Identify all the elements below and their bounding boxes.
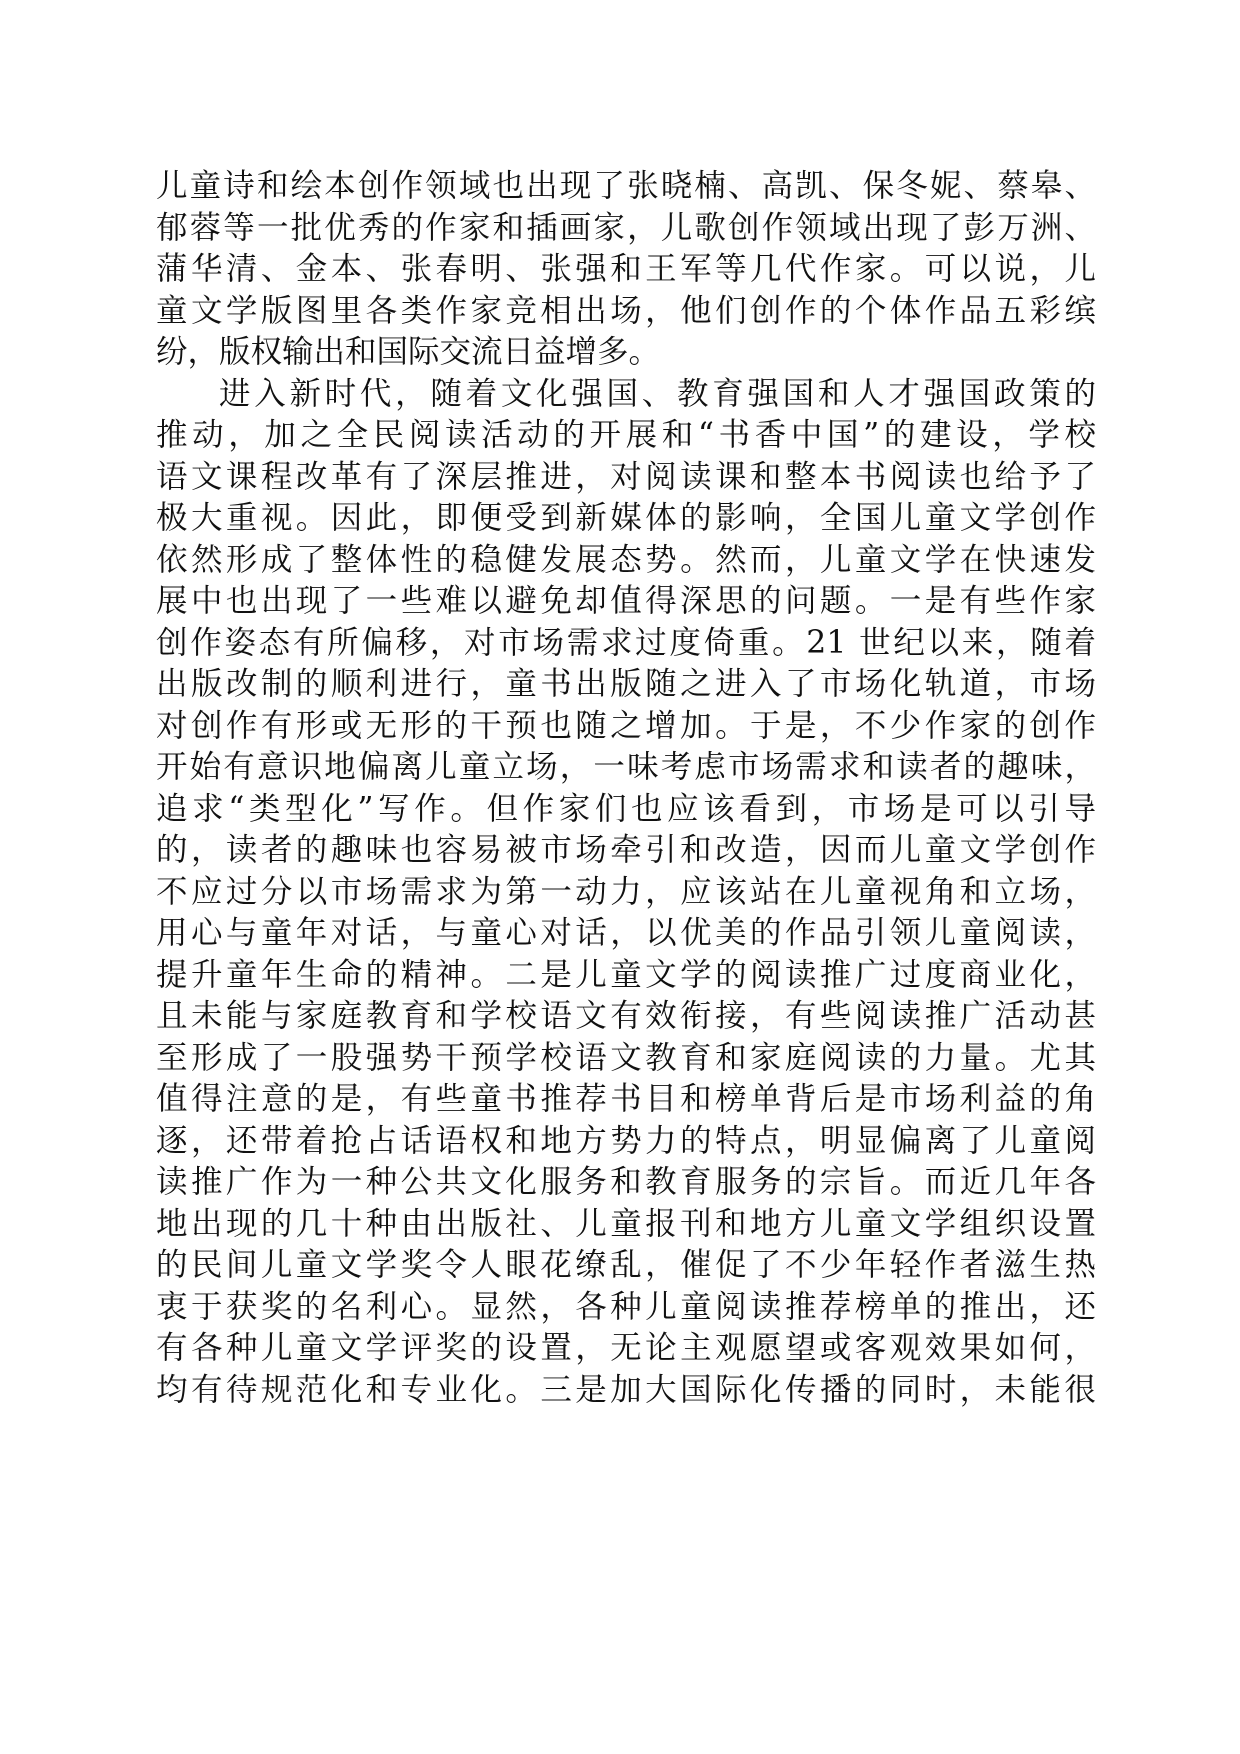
text-line: 逐，还带着抢占话语权和地方势力的特点，明显偏离了儿童阅 (156, 1122, 1096, 1159)
text-line: 值得注意的是，有些童书推荐书目和榜单背后是市场利益的角 (156, 1081, 1096, 1117)
text-line: 至形成了一股强势干预学校语文教育和家庭阅读的力量。尤其 (156, 1039, 1096, 1076)
text-line: 推动，加之全民阅读活动的开展和“书香中国”的建设，学校 (156, 417, 1096, 453)
text-line: 均有待规范化和专业化。三是加大国际化传播的同时，未能很 (156, 1371, 1096, 1408)
text-line: 创作姿态有所偏移，对市场需求过度倚重。21 世纪以来，随着 (156, 624, 1096, 661)
text-line: 地出现的几十种由出版社、儿童报刊和地方儿童文学组织设置 (156, 1205, 1096, 1242)
text-line: 依然形成了整体性的稳健发展态势。然而，儿童文学在快速发 (156, 541, 1096, 578)
text-line: 展中也出现了一些难以避免却值得深思的问题。一是有些作家 (156, 583, 1096, 619)
text-line: 开始有意识地偏离儿童立场，一味考虑市场需求和读者的趣味， (156, 749, 1096, 785)
text-line: 儿童诗和绘本创作领域也出现了张晓楠、高凯、保冬妮、蔡皋、 (156, 168, 1096, 204)
text-line: 提升童年生命的精神。二是儿童文学的阅读推广过度商业化， (156, 956, 1096, 993)
text-line: 语文课程改革有了深层推进，对阅读课和整本书阅读也给予了 (156, 458, 1096, 495)
text-line: 的，读者的趣味也容易被市场牵引和改造，因而儿童文学创作 (156, 832, 1096, 868)
text-line: 读推广作为一种公共文化服务和教育服务的宗旨。而近几年各 (156, 1164, 1096, 1200)
text-line: 用心与童年对话，与童心对话，以优美的作品引领儿童阅读， (156, 915, 1096, 951)
text-line: 纷，版权输出和国际交流日益增多。 (156, 334, 661, 370)
text-line: 衷于获奖的名利心。显然，各种儿童阅读推荐榜单的推出，还 (156, 1288, 1096, 1325)
text-line: 追求“类型化”写作。但作家们也应该看到，市场是可以引导 (156, 790, 1096, 827)
text-line: 的民间儿童文学奖令人眼花缭乱，催促了不少年轻作者滋生热 (156, 1247, 1096, 1283)
text-line: 极大重视。因此，即便受到新媒体的影响，全国儿童文学创作 (156, 500, 1096, 536)
text-line: 有各种儿童文学评奖的设置，无论主观愿望或客观效果如何， (156, 1330, 1096, 1366)
body-text (156, 166, 1096, 1411)
text-line: 童文学版图里各类作家竞相出场，他们创作的个体作品五彩缤 (156, 292, 1096, 329)
text-line: 且未能与家庭教育和学校语文有效衔接，有些阅读推广活动甚 (156, 998, 1096, 1034)
text-line: 不应过分以市场需求为第一动力，应该站在儿童视角和立场， (156, 873, 1096, 910)
text-line-indented: 进入新时代，随着文化强国、教育强国和人才强国政策的 (219, 375, 1096, 412)
text-line: 出版改制的顺利进行，童书出版随之进入了市场化轨道，市场 (156, 666, 1096, 702)
text-line: 蒲华清、金本、张春明、张强和王军等几代作家。可以说，儿 (156, 251, 1096, 287)
text-line: 郁蓉等一批优秀的作家和插画家，儿歌创作领域出现了彭万洲、 (156, 209, 1096, 246)
text-line: 对创作有形或无形的干预也随之增加。于是，不少作家的创作 (156, 707, 1096, 744)
